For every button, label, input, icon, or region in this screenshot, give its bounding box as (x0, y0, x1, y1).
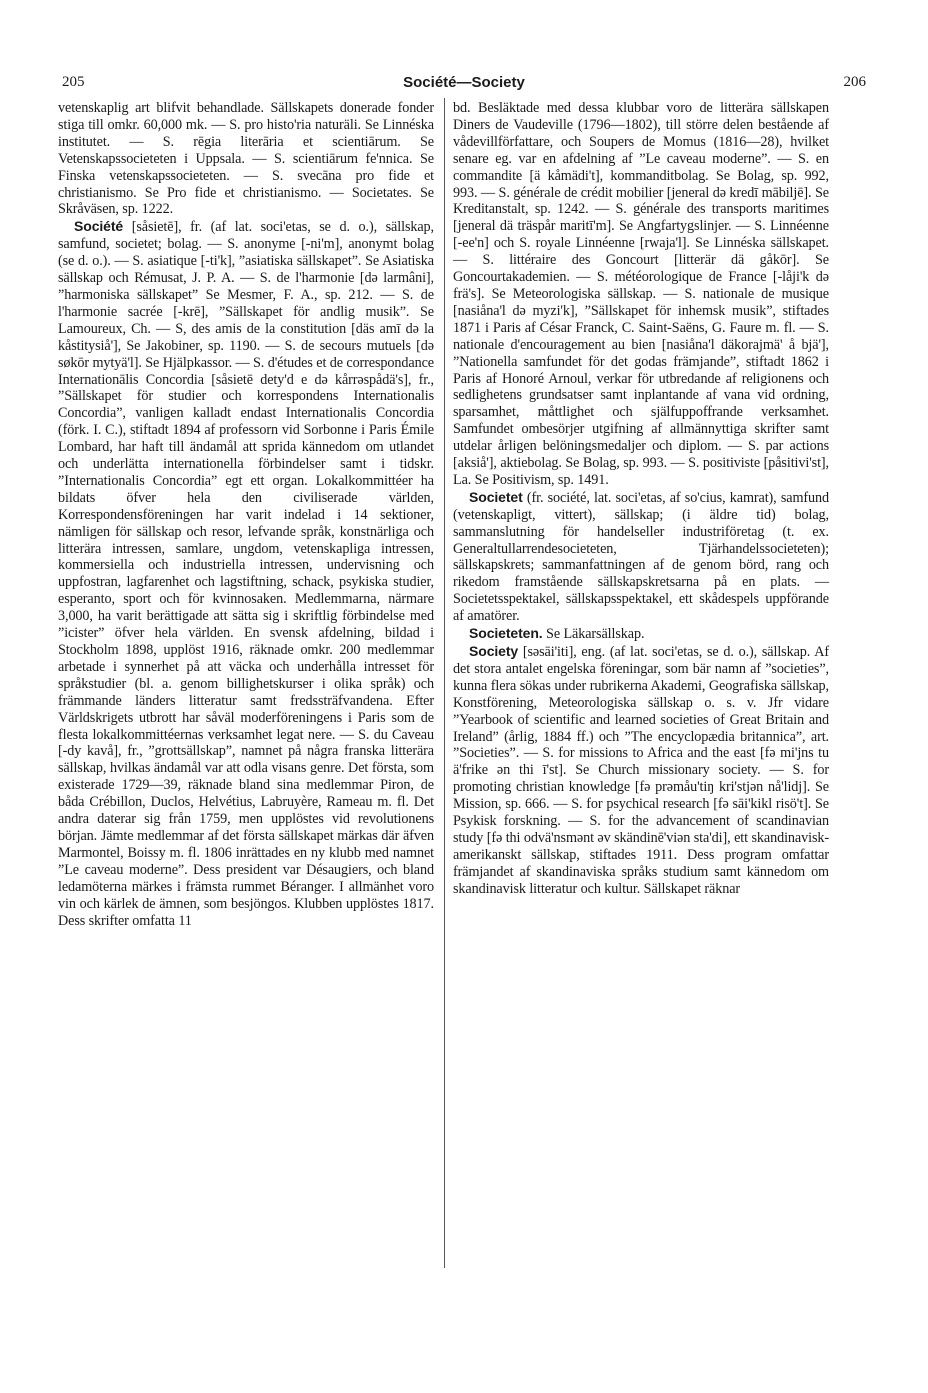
column-divider (444, 98, 445, 1268)
running-title: Société—Society (403, 74, 525, 91)
page-number-right: 206 (843, 74, 866, 90)
entry-text: [såsietē], fr. (af lat. soci'etas, se d. o.), sällskap, samfund, societet; bolag. — S. anonyme [-ni'm], anonymt bolag (se d. o.). — S. asiatique [-ti'k], ”asiatiska sällskapet”. Se Asiatiska sällskap och Rémusat, J. P. A. — S. de l'harmonie [də larmâni], ”harmoniska sällskapet” Se Mesmer, F. A., sp. 212. — S. de l'harmonie sacrée [-krē], ”Sällskapet för andlig musik”. Se Lamoureux, Ch. — S, des amis de la constitution [däs amī də la kåstitysiå'], Se Jakobiner, sp. 1190. — S. de secours mutuels [də søkōr mytyä'l]. Se Hjälpkassor. — S. d'études et de correspondance Internationālis Concordia [såsietē dety'd e də kårrəspådä's], fr., ”Sällskapet för studier och korrespondens Internationalis Concordia”, vanligen kalladt endast Internationalis Concordia (förk. I. C.), stiftadt 1894 af professorn vid Sorbonne i Paris Émile Lombard, har haft till ändamål att sprida kännedom om utlandet och underlätta internationella förbindelser samt i tidskr. ”Internationalis Concordia” egt ett organ. Lokalkommittéer ha bildats öfver hela den civiliserade världen, Korrespondensföreningen har varit indelad i 14 sektioner, nämligen för sällskap och resor, lefvande språk, konstnärliga och litterära intressen, samlare, ungdom, vetenskapliga intressen, kommersiella och industriella intressen, undervisning och uppfostran, lagfarenhet och lagstiftning, schack, psykiska studier, esperanto, sport och för kvinnosaken. Medlemmarna, närmare 3,000, ha varit berättigade att sätta sig i skriftlig förbindelse med ”icister” öfver hela världen. En svensk afdelning, bildad i Stockholm 1898, upplöst 1916, räknade omkr. 200 medlemmar arbetade i synnerhet på att väcka och underhålla intresset för språkstudier (bl. a. genom billighetskurser i olika språk) och främmande länders litteratur samt fredssträfvandena. Efter Världskrigets utbrott har såväl moderföreningens i Paris som de flesta lokalkommittéernas verksamhet legat nere. — S. du Caveau [-dy kavå], fr., ”grottsällskap”, namnet på några franska litterära sällskap, hvilkas ändamål var att odla visans genre. Det första, som existerade 1729—39, räknade bland sina medlemmar Piron, de båda Crébillon, Duclos, Helvétius, Labruyère, Rameau m. fl. Det andra daterar sig från 1759, men upplöstes vid revolutionens början. Jämte medlemmar af det första sällskapet märkas där äfven Marmontel, Boissy m. fl. 1806 inrättades en ny klubb med namnet ”Le caveau moderne”. Dess president var Désaugiers, och bland ledamöterna märkes i främsta rummet Béranger. I allmänhet voro vin och kärlek de ämnen, som besjöngos. Klubben upplöstes 1817. Dess skrifter omfatta 11 (58, 219, 434, 929)
headword: Society (469, 643, 519, 659)
entry-societe (58, 218, 434, 929)
page-header (62, 74, 866, 96)
entry-society (453, 643, 829, 898)
headword: Société (74, 218, 124, 235)
entry-societeten (453, 625, 829, 643)
entry-societet (453, 489, 829, 625)
entry-text: Se Läkarsällskap. (542, 626, 645, 643)
entry-text: [səsāi'iti], eng. (af lat. soci'etas, se d. o.), sällskap. Af det stora antalet engelska föreningar, som bär namn af ”societies”, kunna flera sökas under rubrikerna Akademi, Geografiska sällskap, Konstförening, Meteorologiska sällskap o. s. v. Jfr vidare ”Yearbook of scientific and learned societies of Great Britain and Ireland” (årlig, 1884 ff.) och ”The encyclopædia britannica”, art. ”Societies”. — S. for missions to Africa and the east [fə mi'jns tu ä'frike ən thi ī'st]. Se Church missionary society. — S. for promoting christian knowledge [fə prəmåu'tiŋ kri'stjən nå'lidj]. Se Mission, sp. 666. — S. for psychical research [fə sāi'kikl risö't]. Se Psykisk forskning. — S. for the advancement of scandinavian study [fə thi odvä'nsmənt əv skändinē'viən sta'di], ett skandinavisk-amerikanskt sällskap, stiftades 1911. Dess program omfattar främjandet af skandinaviska språks studium samt kännedom om skandinavisk litteratur och kultur. Sällskapet räknar (453, 644, 829, 897)
left-column (58, 100, 434, 929)
entry-text: (fr. société, lat. soci'etas, af so'cius, kamrat), samfund (vetenskapligt, vittert), sällskap; (i äldre tid) bolag, sammanslutning för handelseller industriföretag (t. ex. Generaltullarrendesocieteten, Tjärhandelssocieteten); sällskapskrets; sammanfattningen af de genom börd, rang och rikedom framstående sällskapskretsarna på en plats. — Societetsspektakel, sällskapsspektakel, ett skådespels uppförande af amatörer. (453, 489, 829, 625)
right-column (453, 100, 829, 898)
headword: Societeten. (469, 625, 543, 642)
entry-continuation: vetenskaplig art blifvit behandlade. Sällskapets donerade fonder stiga till omkr. 60,000 mk. — S. pro histo'ria naturäli. Se Linnéska institutet. — S. rēgia literāria et scientiārum. Se Vetenskapssocieteten i Uppsala. — S. scientiārum fe'nnica. Se Finska vetenskapssocieteten. — S. svecāna pro fide et christianismo. Se Pro fide et christianismo. — Societates. Se Skråväsen, sp. 1222. (58, 100, 434, 218)
entry-continuation: bd. Besläktade med dessa klubbar voro de litterära sällskapen Diners de Vaudeville (1796—1802), till större delen bestående af vådevillförfattare, och Soupers de Momus (1816—28), hvilket senare eg. var en afdelning af ”Le caveau moderne”. — S. en commandite [ä kåmädi't], kommanditbolag. Se Bolag, sp. 992, 993. — S. générale de crédit mobilier [jeneral də kredī mābiljē]. Se Kreditanstalt, sp. 1242. — S. générale des transports maritimes [jeneral dä träspår maritī'm]. Se Angfartygslinjer. — S. Linnéenne [-ee'n] och S. royale Linnéenne [rwaja'l]. Se Linnéska sällskapet. — S. littéraire des Goncourt [litterär dä gåkōr]. Se Goncourtakademien. — S. météorologique de France [-låji'k də frä's]. Se Meteorologiska sällskap. — S. nationale de musique [nasiåna'l də myzi'k], ”Sällskapet för inhemsk musik”, stiftades 1871 i Paris af César Franck, C. Saint-Saëns, G. Faure m. fl. — S. nationale d'encouragement au bien [nasiåna'l däkorajmä' å bjä'], ”Nationella samfundet för det godas främjande”, stiftadt 1862 i Paris af Honoré Arnoul, verkar för utbredande af religionens och sedlighetens grundsatser samt inplantande af vana vid ordning, sparsamhet, måttlighet och själfuppoffrande verksamhet. Samfundet ombesörjer utgifning af allmännyttiga skrifter samt utdelar årligen belöningsmedaljer och diplom. — S. par actions [aksiå'], aktiebolag. Se Bolag, sp. 993. — S. positiviste [påsitivi'st], La. Se Positivism, sp. 1491. (453, 100, 829, 488)
headword: Societet (469, 488, 523, 505)
page-number-left: 205 (62, 74, 85, 90)
